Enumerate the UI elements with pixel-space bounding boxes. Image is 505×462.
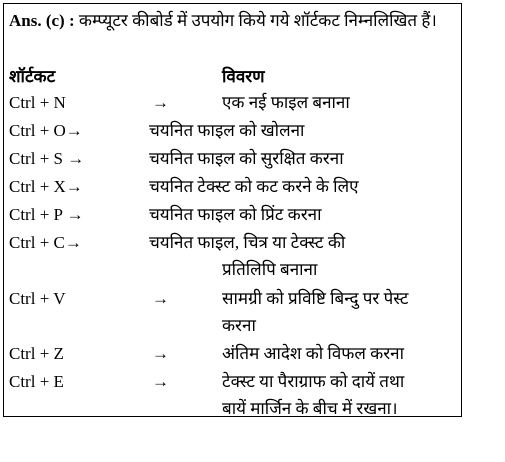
shortcut-key: Ctrl + X→ <box>9 177 83 196</box>
shortcut-description: चयनित फाइल, चित्र या टेक्स्ट की <box>149 233 346 252</box>
shortcut-key: Ctrl + V <box>9 289 66 308</box>
shortcut-description-continued: प्रतिलिपि बनाना <box>222 260 318 279</box>
shortcut-key: Ctrl + P → <box>9 205 84 224</box>
arrow-icon: → <box>152 372 169 391</box>
shortcut-key: Ctrl + C→ <box>9 233 82 252</box>
shortcut-description-continued: करना <box>222 316 256 335</box>
shortcut-description: एक नई फाइल बनाना <box>222 93 350 112</box>
shortcut-description: टेक्स्ट या पैराग्राफ को दायें तथा <box>222 372 405 391</box>
shortcut-key: Ctrl + S → <box>9 149 85 168</box>
header-description: विवरण <box>222 67 265 86</box>
arrow-icon: → <box>152 93 169 112</box>
shortcut-description: चयनित फाइल को खोलना <box>149 121 305 140</box>
shortcut-description: चयनित फाइल को सुरक्षित करना <box>149 149 344 168</box>
intro-paragraph <box>9 10 461 32</box>
arrow-icon: → <box>152 289 169 308</box>
shortcut-key: Ctrl + N <box>9 93 66 112</box>
shortcut-description-continued: बायें मार्जिन के बीच में रखना। <box>222 399 398 418</box>
intro-text: कम्प्यूटर कीबोर्ड में उपयोग किये गये शॉर्टकट निम्नलिखित हैं। <box>74 11 437 30</box>
answer-box <box>3 3 462 417</box>
shortcut-description: अंतिम आदेश को विफल करना <box>222 344 405 363</box>
shortcut-key: Ctrl + Z <box>9 344 64 363</box>
shortcut-description: चयनित फाइल को प्रिंट करना <box>149 205 322 224</box>
answer-label: Ans. (c) : <box>9 11 75 30</box>
header-shortcut: शॉर्टकट <box>9 67 56 86</box>
shortcut-description: चयनित टेक्स्ट को कट करने के लिए <box>149 177 359 196</box>
shortcut-key: Ctrl + O→ <box>9 121 83 140</box>
arrow-icon: → <box>152 344 169 363</box>
shortcut-key: Ctrl + E <box>9 372 64 391</box>
shortcut-description: सामग्री को प्रविष्टि बिन्दु पर पेस्ट <box>222 289 409 308</box>
